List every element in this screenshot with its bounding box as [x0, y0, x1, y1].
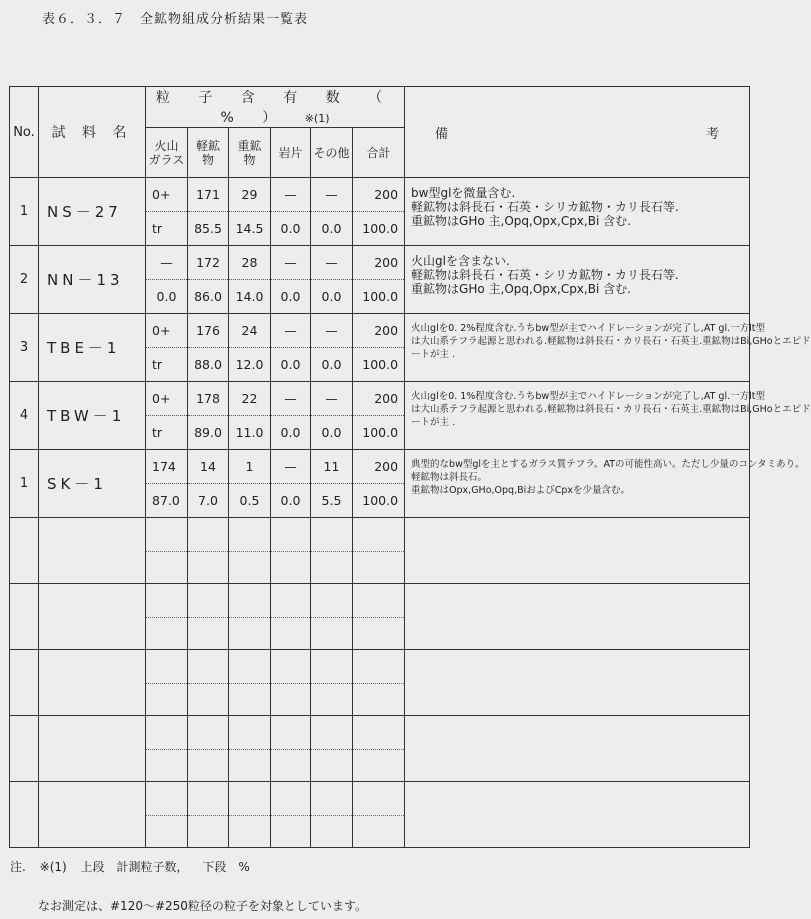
- row-number: 2: [10, 246, 39, 314]
- count-value: 24: [229, 314, 270, 348]
- percent-value: 0.0: [156, 289, 177, 304]
- footnote-lower: 下段 %: [202, 860, 250, 874]
- empty-row: [10, 650, 750, 716]
- value-cell: [229, 314, 271, 382]
- count-value: —: [146, 246, 187, 280]
- count-value: 200: [353, 382, 404, 416]
- value-cell: [188, 178, 229, 246]
- value-cell: [353, 178, 405, 246]
- value-cell: [311, 246, 353, 314]
- percent-value: 0.0: [280, 357, 301, 372]
- empty-cell: [405, 782, 750, 848]
- percent-value: 100.0: [362, 221, 399, 236]
- empty-cell: [10, 650, 39, 716]
- dotted-divider: [229, 716, 270, 750]
- empty-cell: [353, 518, 405, 584]
- header-col-4: その他: [313, 145, 350, 160]
- empty-row: [10, 518, 750, 584]
- percent-value: 0.0: [280, 493, 301, 508]
- count-value: 200: [353, 450, 404, 484]
- footnote-ref: ※(1): [39, 860, 67, 874]
- percent-value: 0.0: [321, 357, 342, 372]
- count-value: 200: [353, 314, 404, 348]
- remarks-line: は大山系テフラ起源と思われる.軽鉱物は斜長石・カリ長石・石英主.重鉱物はBi,GHoとエピド: [411, 336, 811, 347]
- header-no: No.: [10, 87, 39, 178]
- table-row: [10, 450, 750, 518]
- count-value: —: [271, 382, 310, 416]
- empty-cell: [353, 782, 405, 848]
- sample-name: TBW－1: [39, 382, 146, 450]
- dotted-divider: [146, 584, 187, 618]
- value-cell: [146, 178, 188, 246]
- data-rows: [10, 178, 811, 518]
- count-value: 29: [229, 178, 270, 212]
- empty-cell: [311, 716, 353, 782]
- empty-cell: [311, 782, 353, 848]
- remarks-line: 火山glを0. 1%程度含む.うちbw型が主でハイドレーションが完了し,AT gl.一方lt型: [411, 391, 765, 402]
- dotted-divider: [271, 716, 310, 750]
- percent-value: 85.5: [194, 221, 222, 236]
- empty-cell: [188, 584, 229, 650]
- value-cell: [353, 450, 405, 518]
- remarks-line: 重鉱物はOpx,GHo,Opq,BiおよびCpxを少量含む。: [411, 485, 631, 496]
- header-col-1: 軽鉱 物: [195, 138, 220, 167]
- count-value: —: [271, 314, 310, 348]
- count-value: —: [271, 178, 310, 212]
- value-cell: [353, 382, 405, 450]
- dotted-divider: [311, 584, 352, 618]
- value-cell: [271, 314, 311, 382]
- blank-rows: [10, 518, 750, 848]
- percent-value: 0.0: [321, 289, 342, 304]
- table-row: [10, 246, 750, 314]
- percent-value: tr: [152, 221, 163, 236]
- empty-cell: [353, 650, 405, 716]
- remarks-line: 火山glを0. 2%程度含む.うちbw型が主でハイドレーションが完了し,AT gl.一方lt型: [411, 323, 765, 334]
- table-row: [10, 178, 750, 246]
- value-cell: [271, 246, 311, 314]
- percent-value: 5.5: [321, 493, 342, 508]
- empty-cell: [271, 584, 311, 650]
- empty-cell: [229, 650, 271, 716]
- percent-value: 100.0: [362, 289, 399, 304]
- empty-cell: [353, 716, 405, 782]
- empty-cell: [271, 782, 311, 848]
- count-value: —: [311, 178, 352, 212]
- dotted-divider: [353, 584, 404, 618]
- table-row: [10, 382, 750, 450]
- value-cell: [229, 178, 271, 246]
- row-number: 1: [10, 178, 39, 246]
- remarks-line: は大山系テフラ起源と思われる.軽鉱物は斜長石・カリ長石・石英主.重鉱物はBi,GHoとエピド: [411, 404, 811, 415]
- dotted-divider: [353, 518, 404, 552]
- percent-value: 0.0: [280, 289, 301, 304]
- count-value: —: [311, 246, 352, 280]
- row-number: 1: [10, 450, 39, 518]
- sample-name: SK－1: [39, 450, 146, 518]
- percent-value: tr: [152, 425, 163, 440]
- empty-cell: [188, 518, 229, 584]
- value-cell: [353, 314, 405, 382]
- dotted-divider: [311, 518, 352, 552]
- value-cell: [188, 246, 229, 314]
- percent-value: 100.0: [362, 493, 399, 508]
- value-cell: [271, 382, 311, 450]
- dotted-divider: [146, 650, 187, 684]
- empty-cell: [353, 584, 405, 650]
- dotted-divider: [146, 716, 187, 750]
- value-cell: [188, 450, 229, 518]
- value-cell: [311, 178, 353, 246]
- percent-value: 0.0: [321, 221, 342, 236]
- dotted-divider: [311, 782, 352, 816]
- empty-cell: [146, 716, 188, 782]
- dotted-divider: [271, 584, 310, 618]
- empty-cell: [229, 716, 271, 782]
- percent-value: 100.0: [362, 357, 399, 372]
- count-value: 1: [229, 450, 270, 484]
- percent-value: 0.0: [280, 221, 301, 236]
- remarks: [405, 450, 805, 518]
- count-value: —: [311, 382, 352, 416]
- header-remarks-left: 備: [434, 126, 448, 142]
- dotted-divider: [353, 650, 404, 684]
- empty-cell: [146, 584, 188, 650]
- header-col-0: 火山 ガラス: [148, 138, 185, 167]
- header-remarks-right: 考: [706, 126, 720, 142]
- percent-value: 100.0: [362, 425, 399, 440]
- count-value: 171: [188, 178, 228, 212]
- percent-value: 0.0: [280, 425, 301, 440]
- percent-value: 0.0: [321, 425, 342, 440]
- empty-cell: [10, 518, 39, 584]
- remarks-line: 重鉱物はGHo 主,Opq,Opx,Cpx,Bi 含む.: [411, 282, 631, 296]
- remarks: [405, 178, 750, 246]
- header-light-minerals: [188, 128, 229, 178]
- remarks: [405, 314, 811, 382]
- count-value: 0+: [146, 382, 187, 416]
- dotted-divider: [311, 716, 352, 750]
- header-remarks: [405, 87, 750, 178]
- value-cell: [229, 382, 271, 450]
- page-title: 表６．３．７ 全鉱物組成分析結果一覧表: [42, 12, 309, 27]
- percent-value: 14.5: [235, 221, 264, 236]
- remarks-line: 重鉱物はGHo 主,Opq,Opx,Cpx,Bi 含む.: [411, 214, 631, 228]
- dotted-divider: [271, 650, 310, 684]
- sample-name: TBE－1: [39, 314, 146, 382]
- empty-cell: [311, 650, 353, 716]
- table-row: [10, 314, 750, 382]
- percent-value: 86.0: [194, 289, 222, 304]
- percent-value: 87.0: [152, 493, 180, 508]
- remarks-line: 軽鉱物は斜長石・石英・シリカ鉱物・カリ長石等.: [411, 268, 679, 282]
- empty-cell: [405, 716, 750, 782]
- header-heavy-minerals: [229, 128, 271, 178]
- mineral-composition-table: [9, 86, 811, 848]
- empty-cell: [10, 716, 39, 782]
- empty-cell: [188, 782, 229, 848]
- dotted-divider: [353, 716, 404, 750]
- empty-cell: [311, 584, 353, 650]
- count-value: 174: [146, 450, 187, 484]
- value-cell: [311, 314, 353, 382]
- value-cell: [311, 382, 353, 450]
- header-rock-fragments: [271, 128, 311, 178]
- value-cell: [311, 450, 353, 518]
- dotted-divider: [229, 518, 270, 552]
- dotted-divider: [188, 716, 228, 750]
- dotted-divider: [229, 584, 270, 618]
- percent-value: 88.0: [194, 357, 222, 372]
- header-total: [353, 128, 405, 178]
- value-cell: [188, 382, 229, 450]
- value-cell: [146, 382, 188, 450]
- percent-value: 11.0: [235, 425, 264, 440]
- count-value: —: [271, 450, 310, 484]
- dotted-divider: [271, 518, 310, 552]
- sample-name: NN－13: [39, 246, 146, 314]
- percent-value: 14.0: [235, 289, 264, 304]
- row-number: 4: [10, 382, 39, 450]
- remarks: [405, 246, 750, 314]
- value-cell: [229, 450, 271, 518]
- remarks-line: 典型的なbw型glを主とするガラス質テフラ。ATの可能性高い。ただし少量のコンタミあり。: [411, 459, 805, 470]
- value-cell: [229, 246, 271, 314]
- dotted-divider: [188, 584, 228, 618]
- footnote-note-label: 注.: [10, 860, 26, 874]
- value-cell: [146, 246, 188, 314]
- empty-cell: [229, 584, 271, 650]
- empty-cell: [146, 650, 188, 716]
- remarks-line: ートが主 .: [411, 349, 456, 360]
- dotted-divider: [353, 782, 404, 816]
- empty-cell: [229, 782, 271, 848]
- header-volcanic-glass: [146, 128, 188, 178]
- count-value: 22: [229, 382, 270, 416]
- percent-value: 12.0: [235, 357, 264, 372]
- header-others: [311, 128, 353, 178]
- empty-cell: [405, 518, 750, 584]
- remarks-line: 軽鉱物は斜長石・石英・シリカ鉱物・カリ長石等.: [411, 200, 679, 214]
- count-value: 172: [188, 246, 228, 280]
- percent-value: 7.0: [198, 493, 218, 508]
- empty-cell: [10, 782, 39, 848]
- value-cell: [353, 246, 405, 314]
- remarks-line: bw型glを微量含む.: [411, 186, 516, 200]
- dotted-divider: [146, 518, 187, 552]
- empty-cell: [146, 782, 188, 848]
- remarks-line: 火山glを含まない.: [411, 254, 510, 268]
- count-value: 178: [188, 382, 228, 416]
- row-number: 3: [10, 314, 39, 382]
- empty-cell: [146, 518, 188, 584]
- empty-cell: [10, 584, 39, 650]
- count-value: —: [311, 314, 352, 348]
- footnote-line-2: なお測定は、#120～#250粒径の粒子を対象としています。: [38, 899, 367, 913]
- dotted-divider: [188, 518, 228, 552]
- dotted-divider: [311, 650, 352, 684]
- empty-row: [10, 584, 750, 650]
- sample-name: NS－27: [39, 178, 146, 246]
- percent-value: tr: [152, 357, 163, 372]
- header-col-5: 合計: [366, 145, 391, 160]
- header-sample-name: 試 料 名: [39, 87, 146, 178]
- remarks-line: 軽鉱物は斜長石。: [411, 472, 488, 483]
- empty-cell: [39, 584, 146, 650]
- header-ref-mark: ※(1): [304, 112, 330, 125]
- empty-cell: [405, 584, 750, 650]
- empty-row: [10, 782, 750, 848]
- count-value: —: [271, 246, 310, 280]
- count-value: 176: [188, 314, 228, 348]
- empty-cell: [229, 518, 271, 584]
- count-value: 0+: [146, 178, 187, 212]
- dotted-divider: [188, 782, 228, 816]
- dotted-divider: [229, 782, 270, 816]
- empty-cell: [39, 650, 146, 716]
- value-cell: [271, 450, 311, 518]
- dotted-divider: [188, 650, 228, 684]
- dotted-divider: [271, 782, 310, 816]
- empty-cell: [311, 518, 353, 584]
- footnote-line-1: [10, 858, 260, 875]
- value-cell: [188, 314, 229, 382]
- remarks: [405, 382, 811, 450]
- percent-value: 0.5: [239, 493, 260, 508]
- remarks-line: ートが主 .: [411, 417, 456, 428]
- value-cell: [146, 314, 188, 382]
- empty-cell: [39, 716, 146, 782]
- dotted-divider: [229, 650, 270, 684]
- dotted-divider: [146, 782, 187, 816]
- count-value: 14: [188, 450, 228, 484]
- empty-cell: [271, 650, 311, 716]
- empty-cell: [39, 518, 146, 584]
- value-cell: [146, 450, 188, 518]
- empty-cell: [271, 716, 311, 782]
- empty-cell: [39, 782, 146, 848]
- empty-cell: [188, 650, 229, 716]
- empty-cell: [271, 518, 311, 584]
- count-value: 11: [311, 450, 352, 484]
- empty-row: [10, 716, 750, 782]
- percent-value: 89.0: [194, 425, 222, 440]
- header-col-2: 重鉱 物: [237, 138, 262, 167]
- count-value: 28: [229, 246, 270, 280]
- footnote-upper: 上段 計測粒子数，: [80, 860, 189, 874]
- header-col-3: 岩片: [278, 145, 303, 160]
- count-value: 200: [353, 178, 404, 212]
- header-particle-count: [146, 87, 405, 128]
- count-value: 200: [353, 246, 404, 280]
- count-value: 0+: [146, 314, 187, 348]
- empty-cell: [188, 716, 229, 782]
- value-cell: [271, 178, 311, 246]
- empty-cell: [405, 650, 750, 716]
- header-particle-count-label: 粒 子 含 有 数 （ % ）: [155, 90, 395, 126]
